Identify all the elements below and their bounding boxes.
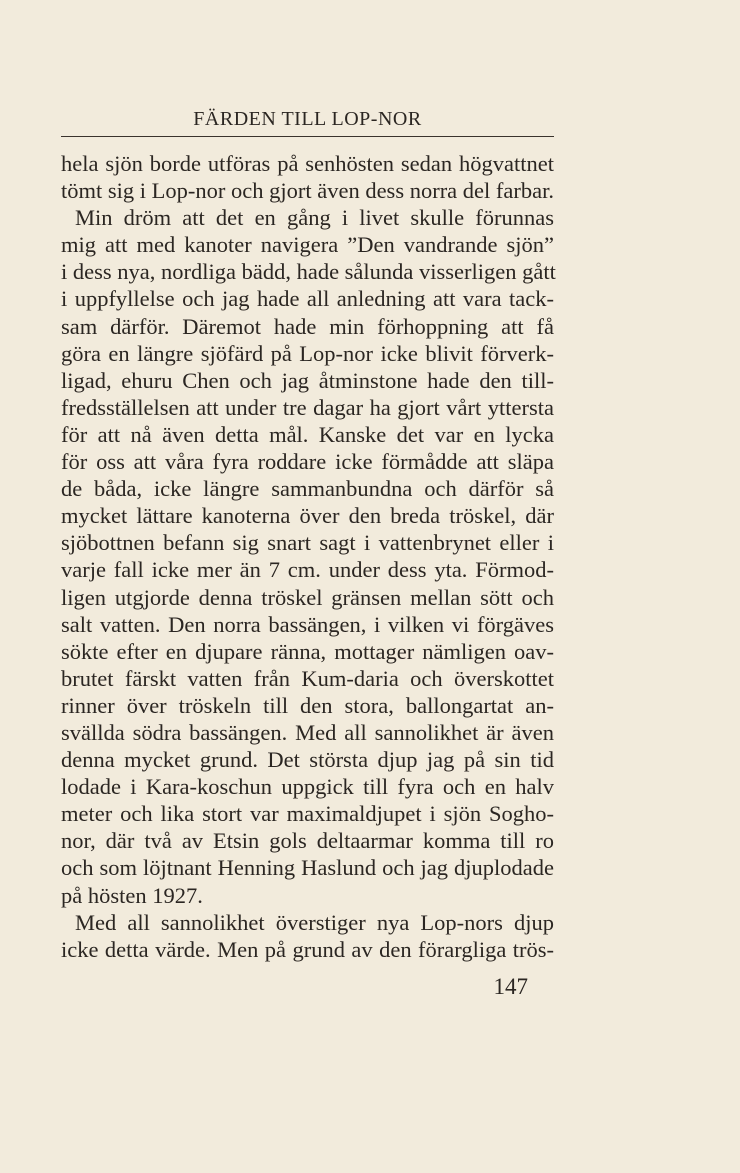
text-line: Med all sannolikhet överstiger nya Lop-nors djup xyxy=(75,909,554,935)
text-line: Min dröm att det en gång i livet skulle förunnas xyxy=(75,205,554,231)
text-line: varje fall icke mer än 7 cm. under dess yta. Förmod- xyxy=(61,557,554,583)
text-line: fredsställelsen att under tre dagar ha gjort vårt yttersta xyxy=(61,394,554,420)
text-line: meter och lika stort var maximaldjupet i sjön Sogho- xyxy=(61,801,554,827)
text-line: lodade i Kara-koschun uppgick till fyra och en halv xyxy=(61,774,554,800)
text-line: sjöbottnen befann sig snart sagt i vattenbrynet eller i xyxy=(61,530,554,556)
text-line: sökte efter en djupare ränna, mottager nämligen oav- xyxy=(61,638,554,664)
text-line: icke detta värde. Men på grund av den förargliga trös- xyxy=(61,936,554,962)
text-line: denna mycket grund. Det största djup jag på sin tid xyxy=(61,747,554,773)
text-line: mycket lättare kanoterna över den breda tröskel, där xyxy=(61,503,554,529)
text-line: tömt sig i Lop-nor och gjort även dess norra del farbar. xyxy=(61,178,554,204)
text-line: nor, där två av Etsin gols deltaarmar komma till ro xyxy=(61,828,554,854)
text-line: salt vatten. Den norra bassängen, i vilken vi förgäves xyxy=(61,611,554,637)
text-line: sam därför. Däremot hade min förhoppning att få xyxy=(61,313,554,339)
text-line: ligad, ehuru Chen och jag åtminstone hade den till- xyxy=(61,367,554,393)
text-line: de båda, icke längre sammanbundna och därför så xyxy=(61,476,554,502)
text-line: för oss att våra fyra roddare icke förmådde att släpa xyxy=(61,449,554,475)
text-line: hela sjön borde utföras på senhösten sedan högvattnet xyxy=(61,151,554,176)
text-line: brutet färskt vatten från Kum-daria och överskottet xyxy=(61,665,554,691)
text-line: i dess nya, nordliga bädd, hade sålunda visserligen gått xyxy=(61,259,556,285)
header-rule xyxy=(61,136,554,137)
text-line: mig att med kanoter navigera ”Den vandrande sjön” xyxy=(61,232,554,258)
text-line: i uppfyllelse och jag hade all anledning att vara tack- xyxy=(61,286,554,312)
body-text xyxy=(61,150,554,963)
text-line: och som löjtnant Henning Haslund och jag djuplodade xyxy=(61,855,554,881)
text-line: på hösten 1927. xyxy=(61,882,203,908)
running-head: FÄRDEN TILL LOP-NOR xyxy=(193,108,422,130)
text-line: ligen utgjorde denna tröskel gränsen mellan sött och xyxy=(61,584,554,610)
text-line: rinner över tröskeln till den stora, ballongartat an- xyxy=(61,692,554,718)
text-line: för att nå även detta mål. Kanske det var en lycka xyxy=(61,421,554,447)
text-line: svällda södra bassängen. Med all sannolikhet är även xyxy=(61,719,554,745)
text-line: göra en längre sjöfärd på Lop-nor icke blivit förverk- xyxy=(61,340,554,366)
page-number: 147 xyxy=(493,974,528,999)
